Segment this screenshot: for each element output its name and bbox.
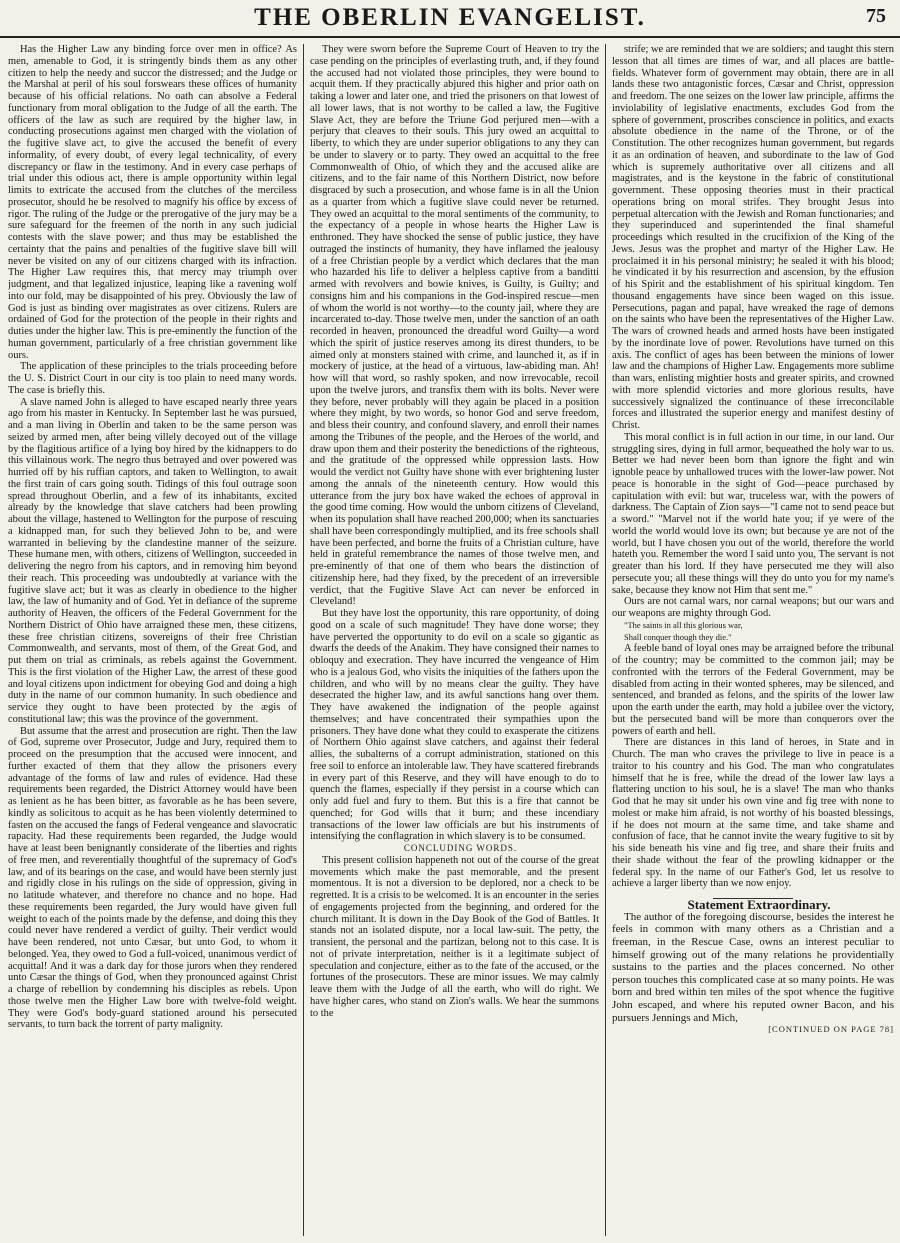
verse-line: "The saints in all this glorious war,	[624, 619, 743, 630]
paragraph: There are distances in this land of heroes, in State and in Church. The man who craves the privilege to live in peace is a traitor to his country and his God. The man who congratulates himself that he is free, while the dread of the lower law lays a flattering unction to his soul, he is a slave! The man who thanks God that he may sit under his own vine and fig tree with none to molest or make him afraid, is not worthy of his boasted blessings, if he does not mourn at the same time, and take shame and confusion of face, that he cannot invite the weary fugitive to sit by his side beneath his vine and fig tree, and share their fruits and their shade without the fear of the prowling kidnapper or the federal spy. In the name of our Father's God, let us resolve to achieve a larger liberty than we now enjoy.	[612, 737, 894, 890]
paragraph: They were sworn before the Supreme Court of Heaven to try the case pending on the principles of everlasting truth, and, if they found the accused had not violated those principles, they were bound to acquit them. If they practically abjured this higher and prior oath on taking a lower and later one, and tried the prisoners on that lowest of all lower laws, that is not worthy to be called a law, the Fugitive Slave Act, they are before the Triune God perjured men—with a perjury that cleaves to their souls. This jury owed an acquittal to liberty, to which they are under superior obligations to any they can be under to slavery or to party. They owed an acquittal to the free Commonwealth of Ohio, of which they and the accused alike are citizens, and to the fair name of this Northern District, now before disgraced by such a prosecution, and whose fame is in all the Union as a quarter from which a fugitive slave could never be returned. They owed an acquittal to the moral sentiments of the community, to the expectancy of a people in whose hearts the Higher Law is enthroned. They have shocked the sense of public justice, they have outraged the instincts of humanity, they have inflamed the jealousy of a free Christian people by a verdict which declares that the man who hazarded his life to deliver a helpless captive from a banditti armed with revolvers and bowie knives, is Guilty, is Guilty; and consigns him and his companions in the God-inspired rescue—men of whom the world is not worthy—to the county jail, where they are incarcerated to-day. Those twelve men, under the sanction of an oath recorded in heaven, pronounced the dreadful word Guilty—a word which the spirit of justice reserves among its direst thunders, to be aimed only at monsters stained with crime, and launched it, as if in mockery of justice, at the head of a virtuous, law-abiding man. Ah! how will that word, so rashly spoken, and now irrevocable, recoil upon the twelve jurors, and transfix them with its bolts. Never were they before, never probably will they again be placed in a position where they might, by two words, so honor God and serve freedom, and bless their country, and confound slavery, and enroll their names among the Tribunes of the people, and the Heroes of the world, and draw upon them and their posterity the benedictions of the righteous, and the gratitude of the oppressed while oppression lasts. How would the verdict not Guilty have shone with ever brightening luster among the annals of the nineteenth century. How would this utterance from the jury box have waked the echoes of approval in the good time coming. How would the unborn citizens of Cleveland, when its population shall have reached 200,000; when its sanctuaries shall have been correspondingly multiplied, and its free schools shall have been perfected, and borne the fruits of a Christian culture, have held in grateful remembrance the names of those twelve men, and pre-eminently of that one of them who bears the distinction of citizenship here, had they fixed, by the precedent of an irreversible verdict, that the Fugitive Slave Act can never be enforced in Cleveland!	[310, 44, 599, 608]
column-divider	[303, 44, 304, 1236]
paragraph: A slave named John is alleged to have escaped nearly three years ago from his master in Kentucky. In September last he was pursued, and a man living in Oberlin and taken to be the same person was seized by armed men, after being villely decoyed out of the village by the flagitious artifice of a lying boy hired by the kidnappers to do this villainous work. The negro thus betrayed and over powered was hurried off by his ruffian captors, and taken to Wellington, to await the first train of cars going south. Tidings of this foul outrage soon spread throughout Oberlin, and a few of its inhabitants, excited already by the knowledge that slave catchers had been prowling about the village, hastened to Wellington for the purpose of rescuing a kidnapped man, for such they believed John to be, and were warranted in believing by the clandestine manner of the seizure. These humane men, with others, citizens of Wellington, succeeded in delivering the negro from his captors, and in removing him beyond their reach. This proceeding was undoubtedly at variance with the fugitive slave act; but it was as clearly in obedience to the higher law, the law of humanity and of God. Yet in defiance of the supreme authority of Heaven, the officers of the Federal Government for the Northern District of Ohio have arraigned these men, these citizens, these free christian citizens, sovereigns of their free Christian Commonwealth, and servants, most of them, of the Great God, and put them on trial as criminals, as rebels against the Government. This is the first violation of the Higher Law, the arrest of these good and loyal citizens upon indictment for obeying God and doing a high duty in the name of our common humanity. In such obedience and service they ought to have been protected by the ægis of constitutional law; this was the province of the government.	[8, 396, 297, 725]
paragraph: strife; we are reminded that we are soldiers; and taught this stern lesson that all times are times of war, and all places are battle-fields. Whatever form of government may obtain, there are in all lands these two antagonistic forces, Cæsar and Christ, oppression and freedom. The one seizes on the lower law principle, affirms the inviolability of legislative enactments, excludes God from the sphere of government, proscribes conscience in politics, and exacts absolute obedience in the name of the Throne, or of the Constitution. The other recognizes human government, but regards it as an ordination of heaven, and subordinate to the law of God which is supremely authoritative over all citizens and all magistrates, and is the keystone in the fabric of constitutional government. These opposing theories must in their practical operations bring on moral strifes. They brought Jesus into perpetual altercation with the Jewish and Roman functionaries; and they superinduced and superintended the final shameful proceedings which resulted in the crucifixion of the King of the Jews. Jesus was the prophet and martyr of the Higher Law. He proclaimed it in his personal ministry; he sealed it with his blood; he vindicated it by his resurrection and ascension, by the effusion of his Spirit and the establishment of his spiritual kingdom. Ten thousand engagements have since been waged on this issue. Persecutions, pagan and papal, have wreaked the rage of demons on the saints who have been the representatives of the Higher Law. The wars of crowned heads and armed hosts have been instigated by the inordinate love of power. Revolutions have turned on this axis. The conflict of ages has been between the minions of lower law and the champions of Higher Law. Engagements more sublime than wars, enlisting mightier hosts and greater spirits, and crowned with more splendid victories and more glorious results, have successively signalized the continuance of these irreconcilable forces and illustrated the superior energy and manifest destiny of Christ.	[612, 44, 894, 431]
page-number: 75	[866, 5, 886, 27]
column-1	[8, 44, 297, 1236]
verse-line: Shall conquer though they die."	[624, 631, 732, 642]
newspaper-title: THE OBERLIN EVANGELIST.	[254, 4, 646, 31]
column-3	[612, 44, 894, 1236]
paragraph: But assume that the arrest and prosecution are right. Then the law of God, supreme over Prosecutor, Judge and Jury, required them to proceed on the presumption that the accused were innocent, and further exacted of them that they allow the prisoners every advantage of the forms of law and rules of evidence. Had these requirements been regarded, the District Attorney would have been as lenient as he has been bitter, as favorable as he has been severe, kindly as solicitous to acquit as he has been violently determined to fasten on the accused the fangs of Federal vengeance and slavocratic rapacity. Had these requirements been regarded, the Judge would have at least been benignantly considerate of the liberties and rights of free men, and reverentially thoughtful of the supremacy of God's law, and of its bearings on the case, and would have been sternly just and rigidly close in his rulings on the side of oppression, giving in no latitude whatever, and therefore no chance and no hope. Had these requirements been regarded, the Jury would have given full weight to each of the points made by the defense, and doing this they could never have rendered a verdict of guilty. Their verdict would have been rendered, not unto Cæsar, but unto God, to whom it belonged. Yea, they owed to God a full-voiced, unanimous verdict of acquittal! And it was a dark day for those jurors when they rendered unto Cæsar the things of God, when they pronounced against Christ a charge of rebellion by condemning his disciples as rebels. Upon those twelve men the Higher Law bore with twelve-fold weight. They were God's body-guard stationed around his persecuted servants, to turn back the torrent of party malignity.	[8, 725, 297, 1031]
paragraph: This present collision happeneth not out of the course of the great movements which make the past memorable, and the present momentous. It is not a diversion to be deplored, nor a check to be regretted. It is a crisis to be welcomed. It is an encounter in the series of engagements projected from the beginning, and ordered for the church militant. It is down in the Day Book of the God of Battles. It stands not an isolated dispute, nor a local law-suit. The petty, the transient, the personal and the partizan, belong not to this case. It is not of private interpretation, neither is it a legitimate subject of speculation and conjecture, either as to the fate of the accused, or the fortunes of the prosecutors. These are minor issues. We may calmly leave them with the Judge of all the earth, who will do right. We have higher cares, who stand on Zion's walls. We hear the summons to the	[310, 854, 599, 1019]
paragraph: The application of these principles to the trials proceeding before the U. S. District Court in our city is too plain to need many words. The case is briefly this.	[8, 361, 297, 396]
statement-paragraph: The author of the foregoing discourse, besides the interest he feels in common with many others as a Christian and a freeman, in the Rescue Case, owns an interest peculiar to himself growing out of the many relations he providentially sustains to the parties and the places concerned. No other person touches this complicated case at so many points. He was born and bred within ten miles of the spot whence the fugitive John escaped, and where his reputed owner Bacon, and his pursuers Jennings and Mich,	[612, 910, 894, 1024]
paragraph: This moral conflict is in full action in our time, in our land. Our struggling sires, dying in full armor, bequeathed the holy war to us. Better we had never been born than ignore the fight and win ignoble peace by unhallowed truces with the lower-law power. Not peace is honorable in the sight of God—peace purchased by capitulation with evil: but war, truceless war, with the powers of darkness. The Captain of Zion says—"I came not to send peace but a sword." "Marvel not if the world hate you; if ye were of the world the world would love its own; but because ye are not of the world, but I have chosen you out of the world, therefore the world hateth you. Remember the word I said unto you, The servant is not greater than his lord. If they have persecuted me they will also persecute you; all these things will they do unto you for my name's sake, because they know not Him that sent me."	[612, 431, 894, 596]
section-heading: CONCLUDING WORDS.	[403, 843, 518, 853]
column-divider	[605, 44, 606, 1236]
paragraph: A feeble band of loyal ones may be arraigned before the tribunal of the country; may be committed to the common jail; may be confronted with the terrors of the Federal Government, may be disabled from acting in their wonted spheres, may be silenced, and sentenced, and branded as felons, and the spirits of the lower law upon the earth under the earth, may hold a jubilee over the victory, but the persecuted band will be more than conquerors over the powers of earth and hell.	[612, 643, 894, 737]
column-2	[310, 44, 599, 1236]
masthead	[0, 0, 900, 38]
paragraph: But they have lost the opportunity, this rare opportunity, of doing good on a scale of such magnitude! They have done worse; they have perverted the opportunity to do evil on a scale so gigantic as dwarfs the deeds of the Anakim. They have consigned their names to obloquy and execration. They have incurred the vengeance of Him who is a jealous God, who visits the iniquities of the fathers upon the children, and who will by no means clear the guilty. They have desecrated the higher law, and its awful sanctions hang over them. They have awakened the indignation of the people against themselves; and have concentrated their sympathies upon the prisoners. They have done what they could to exasperate the citizens of Northern Ohio against slave catchers, and against their federal allies, the subalterns of a corrupt administration, stationed on this free soil to enforce an intolerable law. They have scattered firebrands in every part of this Reserve, and they will have enough to do to quench the flames, especially if they persist in a course which can only add fuel and fury to them. But this is a fire that cannot be quenched; for God wills that it burn; and these incendiary transactions of the lower law officials are but his instruments of intensifying the conflagration in which slavery is to be consumed.	[310, 608, 599, 843]
statement-heading: Statement Extraordinary.	[687, 897, 831, 912]
paragraph: Has the Higher Law any binding force over men in office? As men, amenable to God, it is stringently binds them as any other citizen to help the needy and succor the distressed; and the Judge or the Marshal at peril of his soul forswears these offices of humanity because of his official relations. No oath can absolve a Federal functionary from moral obligation to the Judge of all the earth. The officers of the law as such are required by the higher law, in conducting prosecutions against men charged with the violation of the fugitive slave act, to give the accused the benefit of every informality, of every doubt, of every legal technicality, of every discrepancy or flaw in the testimony. And in every case perhaps of trial under this odious act, there is ample opportunity within legal limits to extricate the accused from the clutches of the merciless prosecutor, should he be resolved to magnify his office by excess of rigor. The ruling of the Judge or the prerogative of the jury may be a sure safeguard for the freemen of the north in any such judicial contests with the slave power; and thus may be established the certainty that the pains and penalties of the fugitive slave bill will never be visited on any of our citizens charged with its infraction. The Higher Law requires this, that mercy may triumph over judgment, and that legalized injustice, leaping like a ravening wolf into our fold, may be disappointed of his prey. Obviously the law of God is just as binding over magistrates as over citizens. Rulers are ordained of God for the protection of the people in their rights and duties under the higher law. This is pre-eminently the function of the human government, particularly of a free christian government like ours.	[8, 44, 297, 361]
paragraph: Ours are not carnal wars, nor carnal weapons; but our wars and our weapons are mighty through God.	[612, 596, 894, 619]
continued-notice: [CONTINUED ON PAGE 78]	[768, 1024, 894, 1035]
